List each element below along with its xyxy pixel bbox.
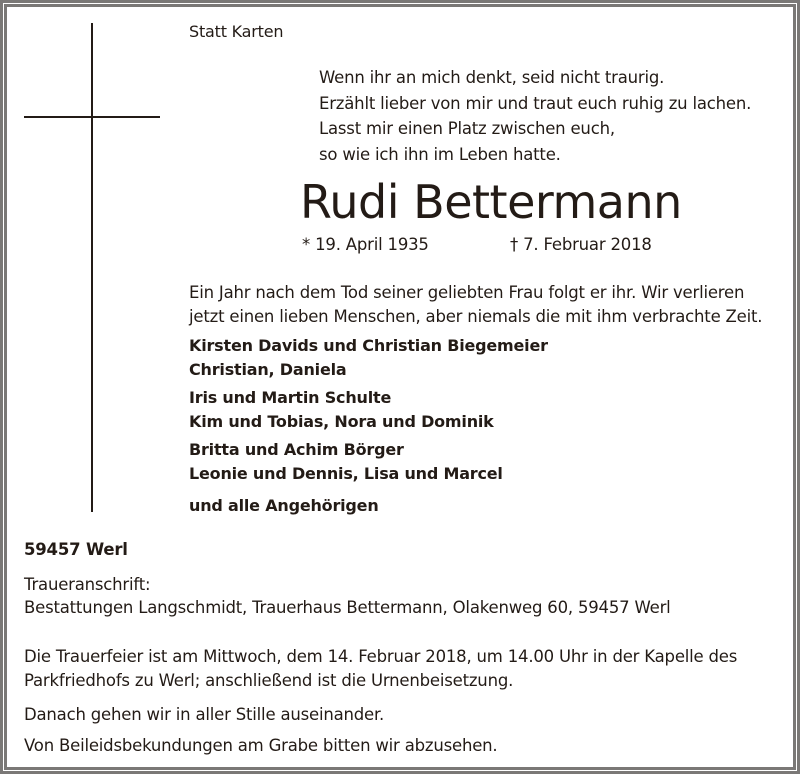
family-group <box>189 438 548 486</box>
cross-horizontal-bar <box>24 116 160 118</box>
city: 59457 Werl <box>24 540 128 559</box>
poem <box>319 65 751 167</box>
poem-line: Erzählt lieber von mir und traut euch ruhig zu lachen. <box>319 93 752 113</box>
death-date: † 7. Februar 2018 <box>510 235 652 254</box>
birth-date: * 19. April 1935 <box>302 235 429 254</box>
intro-text <box>189 281 762 329</box>
after-note: Danach gehen wir in aller Stille auseinander. <box>24 705 385 724</box>
condolences-note: Von Beileidsbekundungen am Grabe bitten wir abzusehen. <box>24 736 498 755</box>
ceremony-line: Die Trauerfeier ist am Mittwoch, dem 14. Februar 2018, um 14.00 Uhr in der Kapelle des <box>24 647 738 666</box>
family-closing: und alle Angehörigen <box>189 496 379 515</box>
family-line: Iris und Martin Schulte <box>189 388 392 407</box>
family-line: Leonie und Dennis, Lisa und Marcel <box>189 464 503 483</box>
ceremony-line: Parkfriedhofs zu Werl; anschließend ist die Urnenbeisetzung. <box>24 671 514 690</box>
address-label: Traueranschrift: <box>24 575 151 594</box>
ceremony-info <box>24 645 737 693</box>
family-line: Kim und Tobias, Nora und Dominik <box>189 412 494 431</box>
family-group <box>189 334 548 382</box>
cross-vertical-bar <box>91 23 93 512</box>
family-line: Christian, Daniela <box>189 360 347 379</box>
poem-line: Wenn ihr an mich denkt, seid nicht traurig. <box>319 68 665 87</box>
family-line: Kirsten Davids und Christian Biegemeier <box>189 336 548 355</box>
header-statt-karten: Statt Karten <box>189 22 284 41</box>
family-line: Britta und Achim Börger <box>189 440 404 459</box>
deceased-name: Rudi Bettermann <box>300 175 682 229</box>
intro-line: Ein Jahr nach dem Tod seiner geliebten Frau folgt er ihr. Wir verlieren <box>189 283 745 302</box>
intro-line: jetzt einen lieben Menschen, aber niemals die mit ihm verbrachte Zeit. <box>189 307 763 326</box>
family-list <box>189 334 548 518</box>
poem-line: so wie ich ihn im Leben hatte. <box>319 144 561 164</box>
family-group <box>189 386 548 434</box>
mourning-address: Bestattungen Langschmidt, Trauerhaus Bettermann, Olakenweg 60, 59457 Werl <box>24 598 671 617</box>
poem-line: Lasst mir einen Platz zwischen euch, <box>319 119 615 138</box>
